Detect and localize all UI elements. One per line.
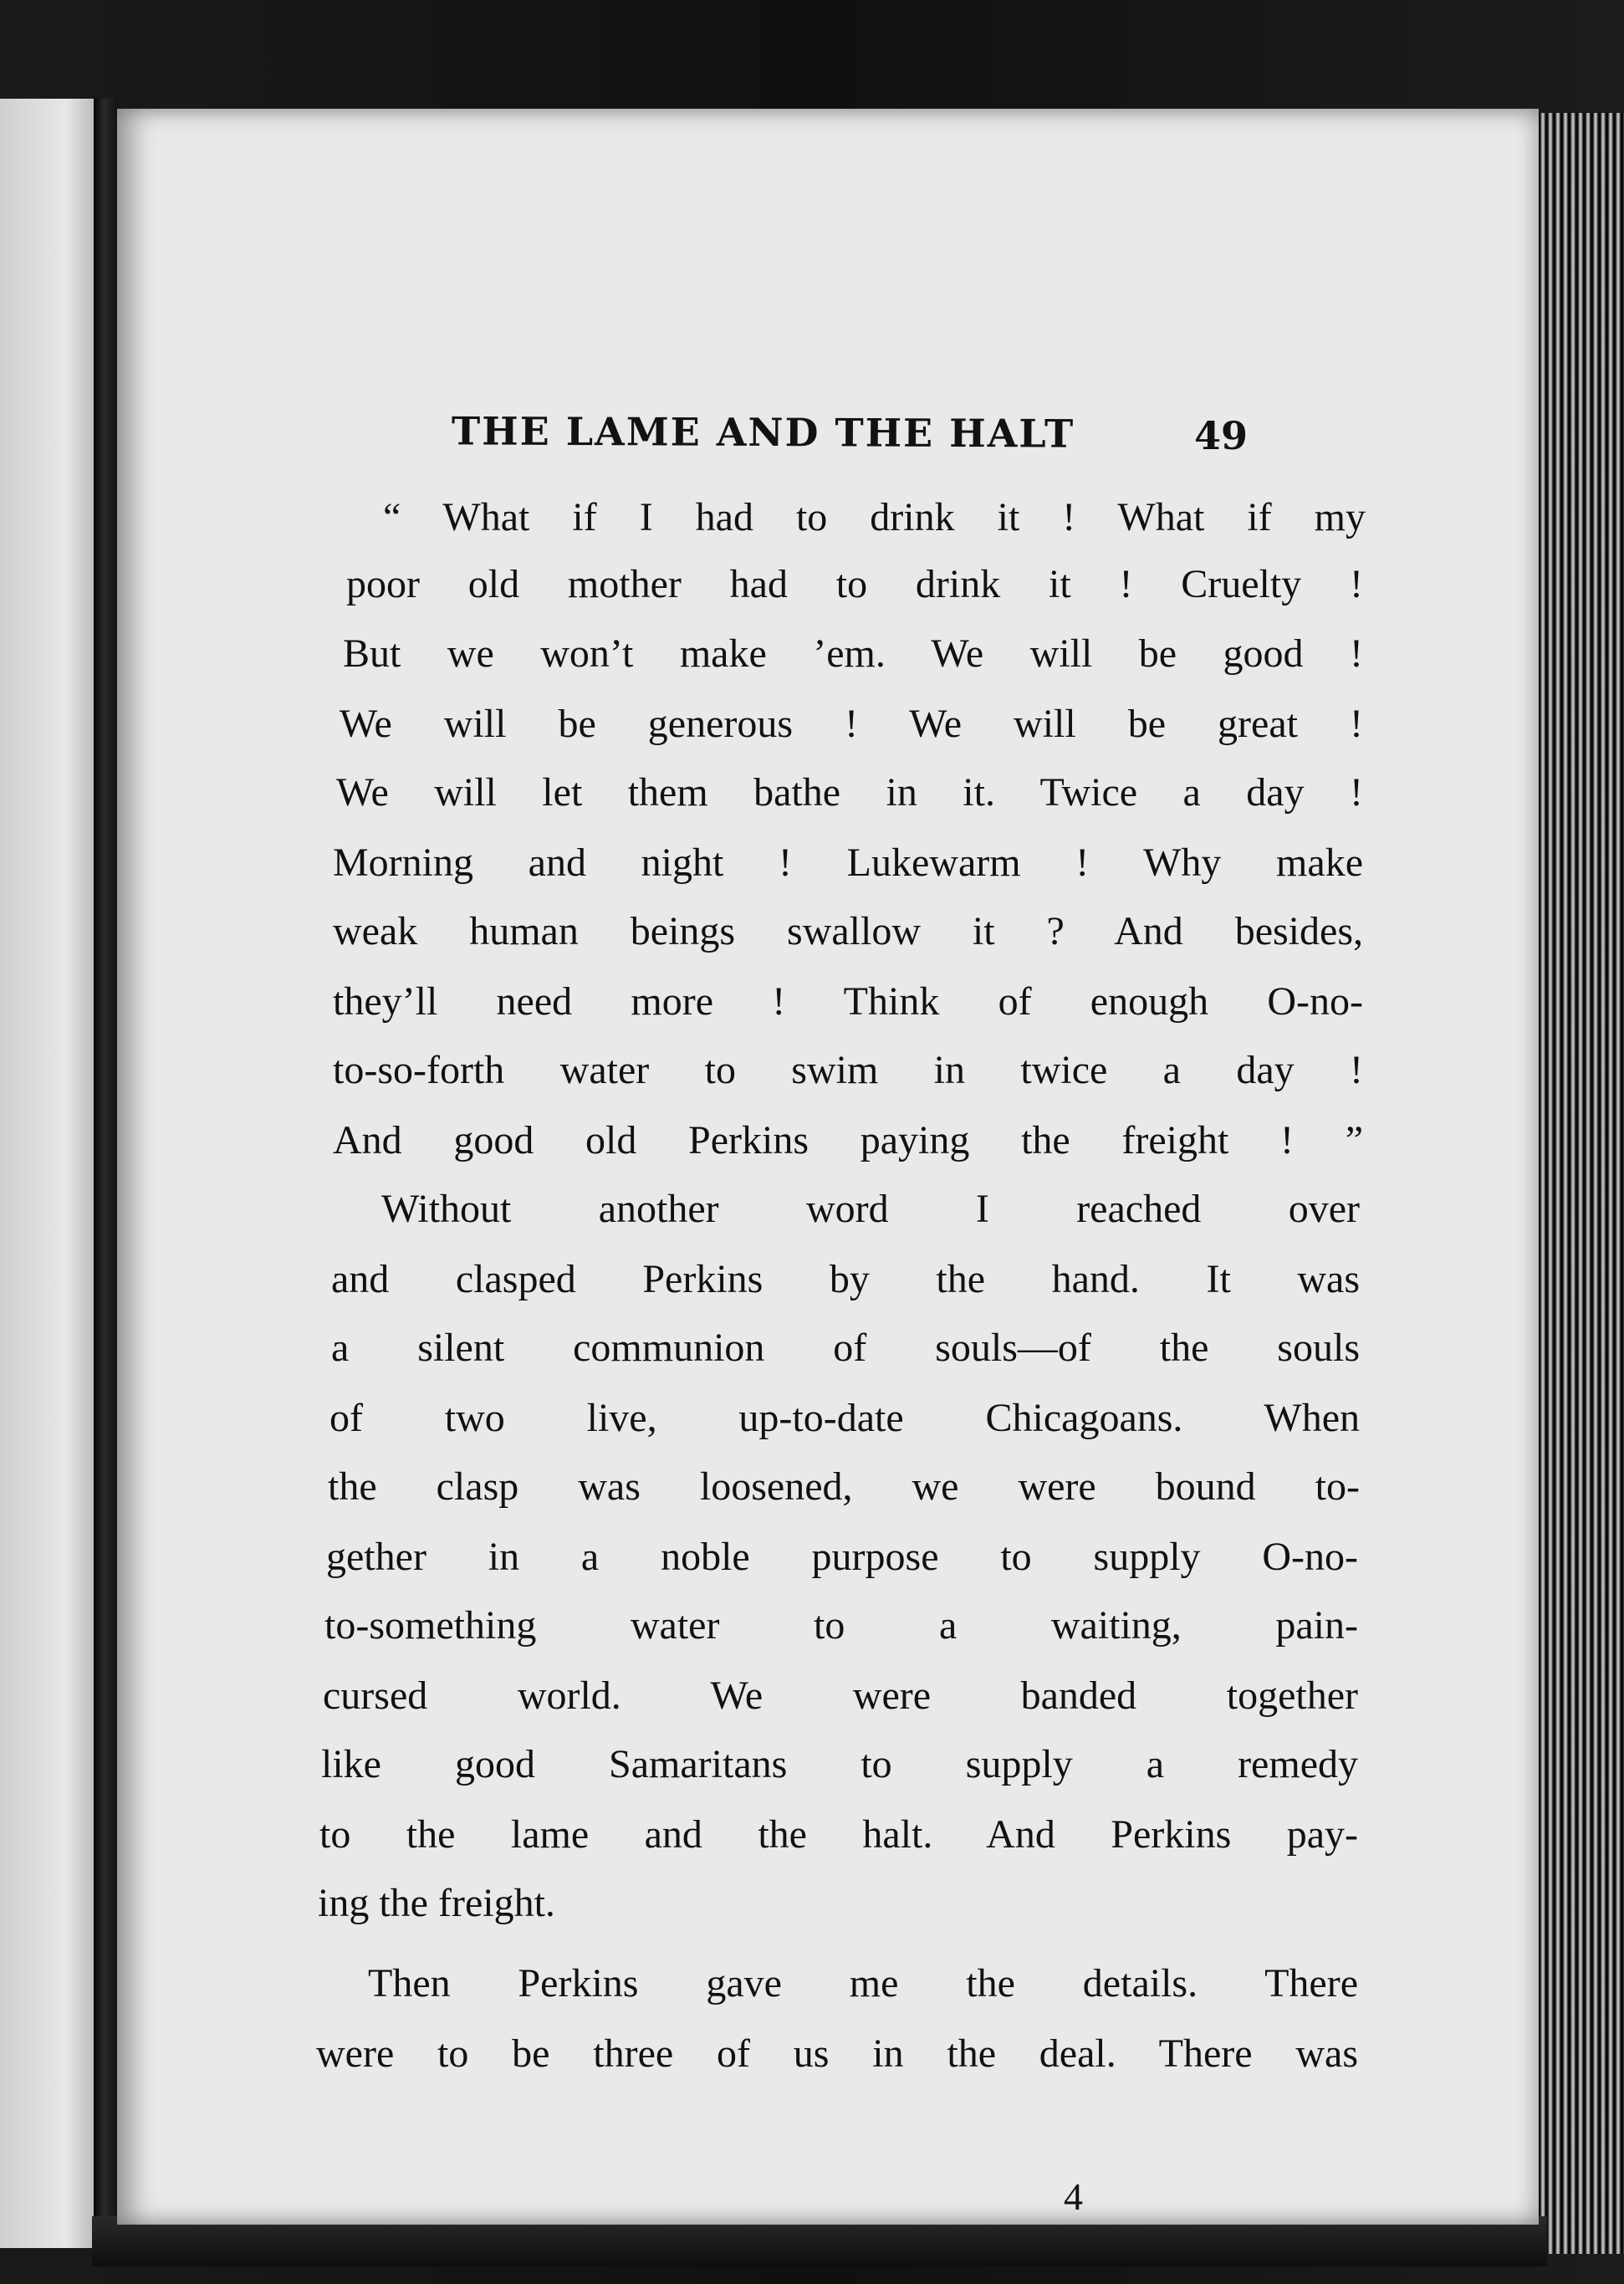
running-head (117, 410, 1539, 468)
body-line: We will be generous ! We will be great ! (340, 702, 1363, 746)
body-line: Then Perkins gave me the details. There (368, 1961, 1358, 2006)
body-line: weak human beings swallow it ? And besides, (333, 909, 1363, 953)
body-line: Without another word I reached over (381, 1187, 1360, 1231)
page-number: 49 (1194, 413, 1249, 458)
body-line: But we won’t make ’em. We will be good ! (343, 631, 1363, 676)
book-page (117, 109, 1539, 2225)
body-line: cursed world. We were banded together (323, 1673, 1358, 1718)
body-line: We will let them bathe in it. Twice a day ! (336, 770, 1363, 815)
body-line: to-something water to a waiting, pain- (324, 1603, 1358, 1648)
body-line: were to be three of us in the deal. There was (316, 2031, 1358, 2076)
body-line: to the lame and the halt. And Perkins pay- (319, 1812, 1358, 1857)
book-spine (94, 99, 119, 2248)
body-line: like good Samaritans to supply a remedy (321, 1742, 1358, 1786)
page-fore-edge (1530, 113, 1624, 2254)
body-line: of two live, up-to-date Chicagoans. When (329, 1396, 1360, 1440)
body-line: “ What if I had to drink it ! What if my (383, 495, 1366, 539)
body-line: And good old Perkins paying the freight ! ” (333, 1118, 1363, 1162)
signature-mark: 4 (1064, 2175, 1083, 2218)
left-page-edge (0, 99, 94, 2248)
body-line: and clasped Perkins by the hand. It was (331, 1257, 1360, 1301)
body-line: gether in a noble purpose to supply O-no- (326, 1535, 1358, 1579)
running-title: THE LAME AND THE HALT (451, 408, 1075, 457)
body-line: Morning and night ! Lukewarm ! Why make (333, 841, 1363, 885)
body-line: ing the freight. (318, 1881, 555, 1925)
body-line: they’ll need more ! Think of enough O-no- (333, 979, 1363, 1024)
body-line: the clasp was loosened, we were bound to- (328, 1464, 1360, 1509)
body-line: poor old mother had to drink it ! Cruelty ! (346, 562, 1363, 606)
body-line: to-so-forth water to swim in twice a day ! (333, 1048, 1363, 1092)
body-line: a silent communion of souls—of the souls (331, 1326, 1360, 1370)
